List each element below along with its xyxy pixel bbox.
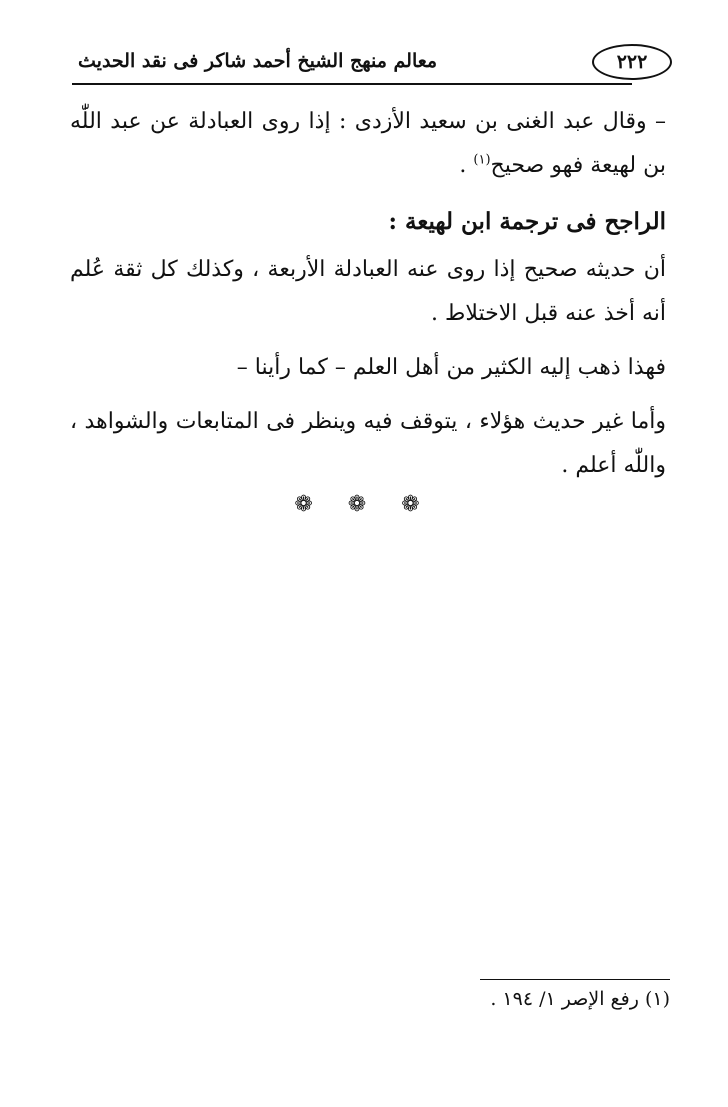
footnote-rule [480, 979, 670, 980]
running-title: معالم منهج الشيخ أحمد شاكر فى نقد الحديث [78, 50, 438, 72]
paragraph-1-text: – وقال عبد الغنى بن سعيد الأزدى : إذا روى العبادلة عن عبد اللّٰه بن لهيعة فهو صحيح [70, 109, 666, 178]
body-text [70, 100, 666, 488]
page-header [72, 44, 672, 86]
footnote: (١) رفع الإصر ١/ ١٩٤ . [490, 988, 670, 1010]
paragraph-3: فهذا ذهب إليه الكثير من أهل العلم – كما رأينا – [236, 355, 666, 380]
page-number-oval [592, 44, 672, 80]
paragraph-4: وأما غير حديث هؤلاء ، يتوقف فيه وينظر فى المتابعات والشواهد ، واللّٰه أعلم . [70, 409, 666, 478]
ornament-stars: ❁ ❁ ❁ [294, 492, 434, 517]
page-number: ٢٢٢ [616, 51, 648, 73]
header-rule [72, 83, 632, 85]
paragraph-1-end: . [459, 153, 474, 178]
section-heading: الراجح فى ترجمة ابن لهيعة : [388, 208, 666, 235]
footnote-ref: (١) [473, 152, 491, 168]
paragraph-2: أن حديثه صحيح إذا روى عنه العبادلة الأربعة ، وكذلك كل ثقة عُلم أنه أخذ عنه قبل الاختلاط . [70, 257, 666, 326]
paragraph-1 [70, 100, 666, 188]
